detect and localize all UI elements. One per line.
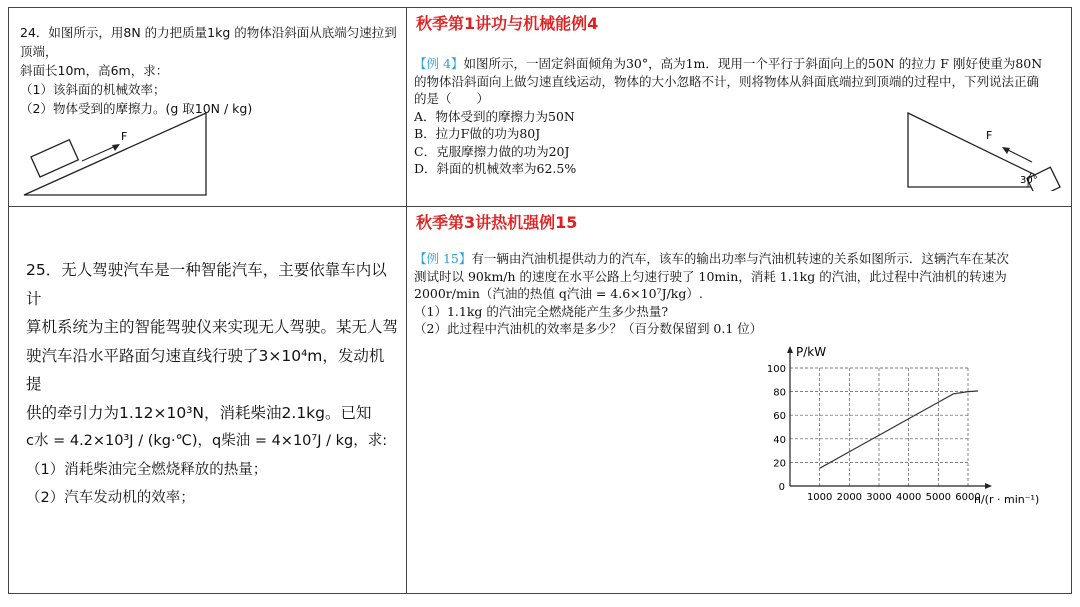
y-axis-label: P/kW [796, 345, 827, 359]
q25-line4: 供的牵引力为1.12×10³N，消耗柴油2.1kg。已知 [26, 403, 372, 422]
column-divider [406, 7, 407, 594]
example-15-cell [408, 208, 1070, 592]
row-divider [8, 206, 1072, 207]
series-line-tail [968, 391, 978, 392]
q24-line2: 斜面长10m，高6m，求： [20, 63, 169, 78]
x-tick-label: 5000 [925, 492, 952, 503]
x-tick-label: 4000 [895, 492, 922, 503]
block [31, 140, 78, 177]
ex4-option-d: D．斜面的机械效率为62.5% [414, 161, 577, 176]
q25-line1: 25．无人驾驶汽车是一种智能汽车，主要依靠车内以计 [26, 261, 387, 308]
question-25-text [26, 256, 398, 513]
q24-line4: （2）物体受到的摩擦力。(g 取10N / kg) [20, 101, 253, 116]
ex4-text2: 的物体沿斜面向上做匀速直线运动，物体的大小忽略不计，则将物体从斜面底端拉到顶端的过程中，下列说法正确 [414, 73, 1040, 89]
y-tick-label: 60 [773, 411, 786, 423]
q25-line5: c水 = 4.2×10³J / (kg·℃)，q柴油 = 4×10⁷J / kg，求: [26, 433, 388, 449]
x-tick-label: 6000 [955, 492, 981, 503]
q25-line6: （1）消耗柴油完全燃烧释放的热量； [26, 461, 268, 478]
y-tick-label: 100 [766, 364, 786, 375]
incline-diagram-q24 [20, 107, 210, 202]
ex4-option-a: A．物体受到的摩擦力为50N [414, 108, 575, 124]
incline-diagram-ex4 [904, 109, 1066, 191]
example-15-title: 秋季第3讲热机强例15 [416, 213, 578, 232]
ex15-text1: 有一辆由汽油机提供动力的汽车，该车的输出功率与汽油机转速的关系如图所示．这辆汽车在某次 [471, 251, 1009, 266]
q25-line2: 算机系统为主的智能驾驶仪来实现无人驾驶。某无人驾 [26, 318, 399, 336]
x-tick-label: 1000 [806, 492, 833, 503]
q25-line7: （2）汽车发动机的效率； [26, 490, 195, 506]
q25-line3: 驶汽车沿水平路面匀速直线行驶了3×10⁴m，发动机提 [26, 346, 385, 393]
x-axis-arrow [985, 483, 992, 489]
angle-label: 30° [1020, 175, 1038, 186]
ex4-text3: 的是（ ） [414, 91, 490, 106]
y-tick-label: 80 [773, 387, 786, 399]
ex4-option-b: B．拉力F做的功为80J [414, 126, 541, 141]
x-tick-label: 2000 [836, 492, 863, 503]
power-speed-chart [748, 336, 1066, 512]
example-4-tag: 【例 4】 [414, 56, 464, 71]
example-4-cell [408, 9, 1070, 205]
x-tick-label: 3000 [866, 492, 892, 503]
ex15-text4: （1）1.1kg 的汽油完全燃烧能产生多少热量? [414, 303, 669, 319]
ex15-text3: 2000r/min（汽油的热值 q汽油 = 4.6×10⁷J/kg）. [414, 286, 703, 301]
y-axis-arrow [787, 346, 793, 353]
q24-line1: 24．如图所示，用8N 的力把质量1kg 的物体沿斜面从底端匀速拉到顶端， [20, 25, 397, 59]
ex4-text1: 如图所示，一固定斜面倾角为30°，高为1m．现用一个平行于斜面向上的50N 的拉力 F 刚好使重为80N [463, 56, 1043, 71]
force-label: F [121, 130, 128, 143]
example-15-text [414, 250, 1066, 338]
x-axis-label: n/(r · min⁻¹) [974, 493, 1040, 506]
example-4-title: 秋季第1讲功与机械能例4 [416, 14, 599, 33]
question-24-text [20, 23, 400, 118]
q24-line3: （1）该斜面的机械效率； [20, 82, 166, 97]
force-label: F [986, 129, 993, 142]
ex15-text2: 测试时以 90km/h 的速度在水平公路上匀速行驶了 10min，消耗 1.1kg 的汽油，此过程中汽油机的转速为 [414, 268, 1007, 284]
series-line [820, 392, 968, 469]
question-25-cell [10, 208, 404, 592]
example-15-tag: 【例 15】 [414, 251, 472, 266]
ex15-text5: （2）此过程中汽油机的效率是多少？（百分数保留到 0.1 位） [414, 321, 763, 336]
ex4-option-c: C．克服摩擦力做的功为20J [414, 143, 570, 159]
origin-label: 0 [778, 482, 785, 493]
y-tick-label: 40 [773, 434, 786, 446]
question-24-cell [10, 9, 404, 205]
y-tick-label: 20 [773, 458, 786, 470]
